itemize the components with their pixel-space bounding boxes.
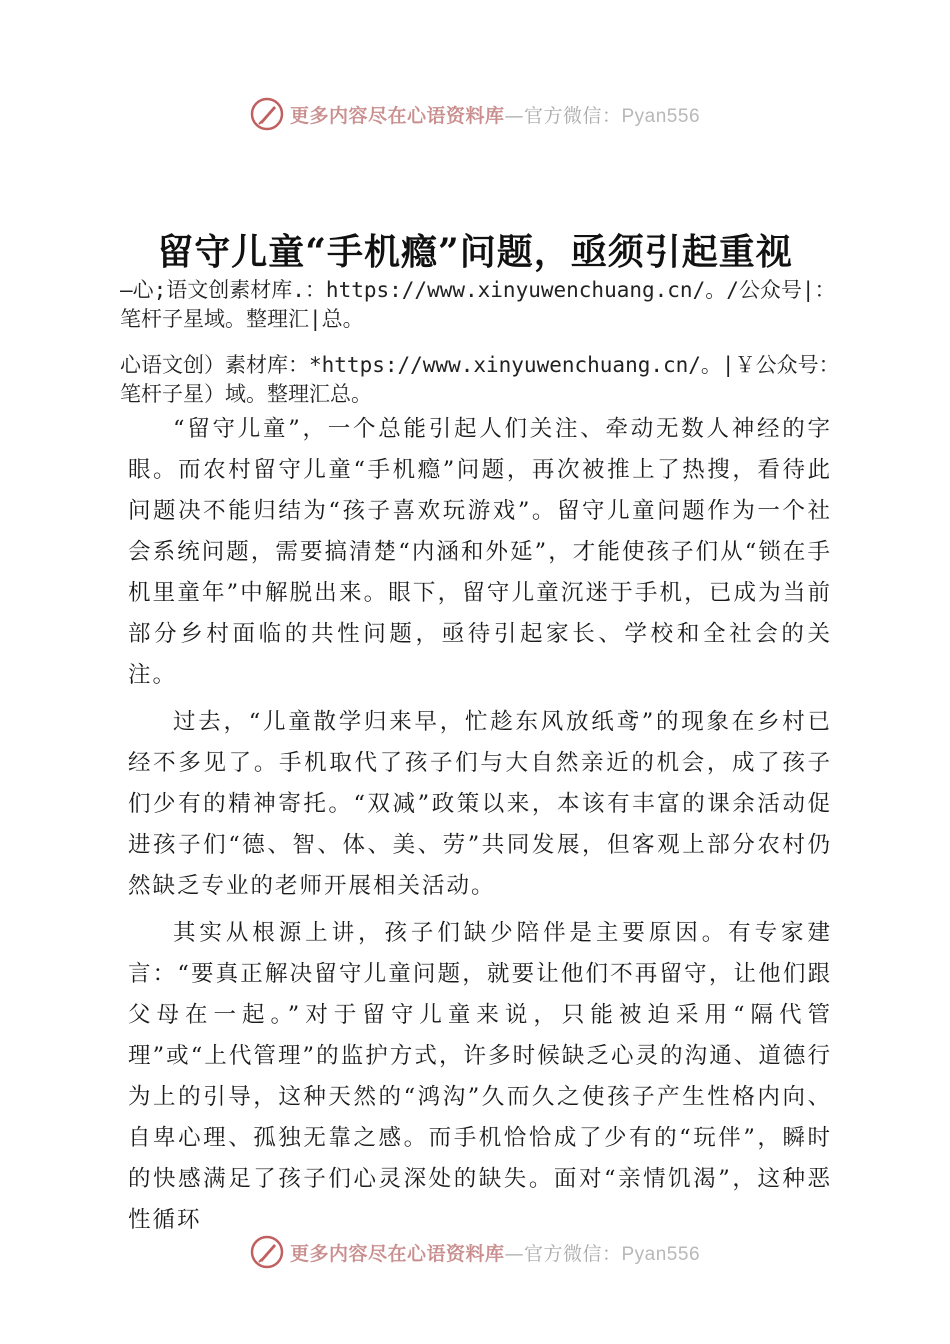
paragraph-3: 其实从根源上讲，孩子们缺少陪伴是主要原因。有专家建言：“要真正解决留守儿童问题，就要让他们不再留守，让他们跟父母在一起。”对于留守儿童来说，只能被迫采用“隔代管理”或“上代管理”的监护方式，许多时候缺乏心灵的沟通、道德行为上的引导，这种天然的“鸿沟”久而久之使孩子产生性格内向、自卑心理、孤独无靠之感。而手机恰恰成了少有的“玩伴”，瞬时的快感满足了孩子们心灵深处的缺失。面对“亲情饥渴”，这种恶性循环: [128, 920, 832, 1233]
source-note-1: —心;语文创素材库.：https://www.xinyuwenchuang.cn/。/公众号|：笔杆子星域。整理汇|总。: [120, 278, 836, 331]
quill-pen-logo: [250, 1235, 284, 1269]
source-note-2: 心语文创）素材库：*https://www.xinyuwenchuang.cn/。|￥公众号：笔杆子星）域。整理汇总。: [120, 353, 840, 406]
header-banner: [0, 94, 950, 134]
header-banner-text: [290, 101, 700, 128]
article-title: 留守儿童“手机瘾”问题，亟须引起重视: [157, 231, 793, 273]
header-wechat-label: 官方微信：: [523, 104, 622, 127]
quill-pen-logo: [250, 97, 284, 131]
footer-wechat-label: 官方微信：: [523, 1242, 622, 1265]
footer-banner: [0, 1232, 950, 1272]
footer-sep: —: [504, 1242, 524, 1265]
article-body: [128, 409, 832, 1247]
paragraph-2: 过去，“儿童散学归来早，忙趁东风放纸鸢”的现象在乡村已经不多见了。手机取代了孩子们与大自然亲近的机会，成了孩子们少有的精神寄托。“双减”政策以来，本该有丰富的课余活动促进孩子们“德、智、体、美、劳”共同发展，但客观上部分农村仍然缺乏专业的老师开展相关活动。: [128, 709, 832, 899]
header-sep: —: [504, 104, 524, 127]
footer-banner-text: [290, 1239, 700, 1266]
paragraph-1: “留守儿童”，一个总能引起人们关注、牵动无数人神经的字眼。而农村留守儿童“手机瘾”问题，再次被推上了热搜，看待此 问题决不能归结为“孩子喜欢玩游戏”。留守儿童问题作为一个社会系统问题，需要搞清楚“内涵和外延”，才能使孩子们从“锁在手机里童年”中解脱出来。眼下，留守儿童沉迷于手机，已成为当前部分乡村面临的共性问题，亟待引起家长、学校和全社会的关注。: [128, 416, 832, 688]
footer-lead: 更多内容尽在心语资料库: [289, 1242, 505, 1265]
header-lead: 更多内容尽在心语资料库: [289, 104, 505, 127]
header-wechat-id: Pyan556: [621, 105, 701, 127]
footer-wechat-id: Pyan556: [621, 1243, 701, 1265]
